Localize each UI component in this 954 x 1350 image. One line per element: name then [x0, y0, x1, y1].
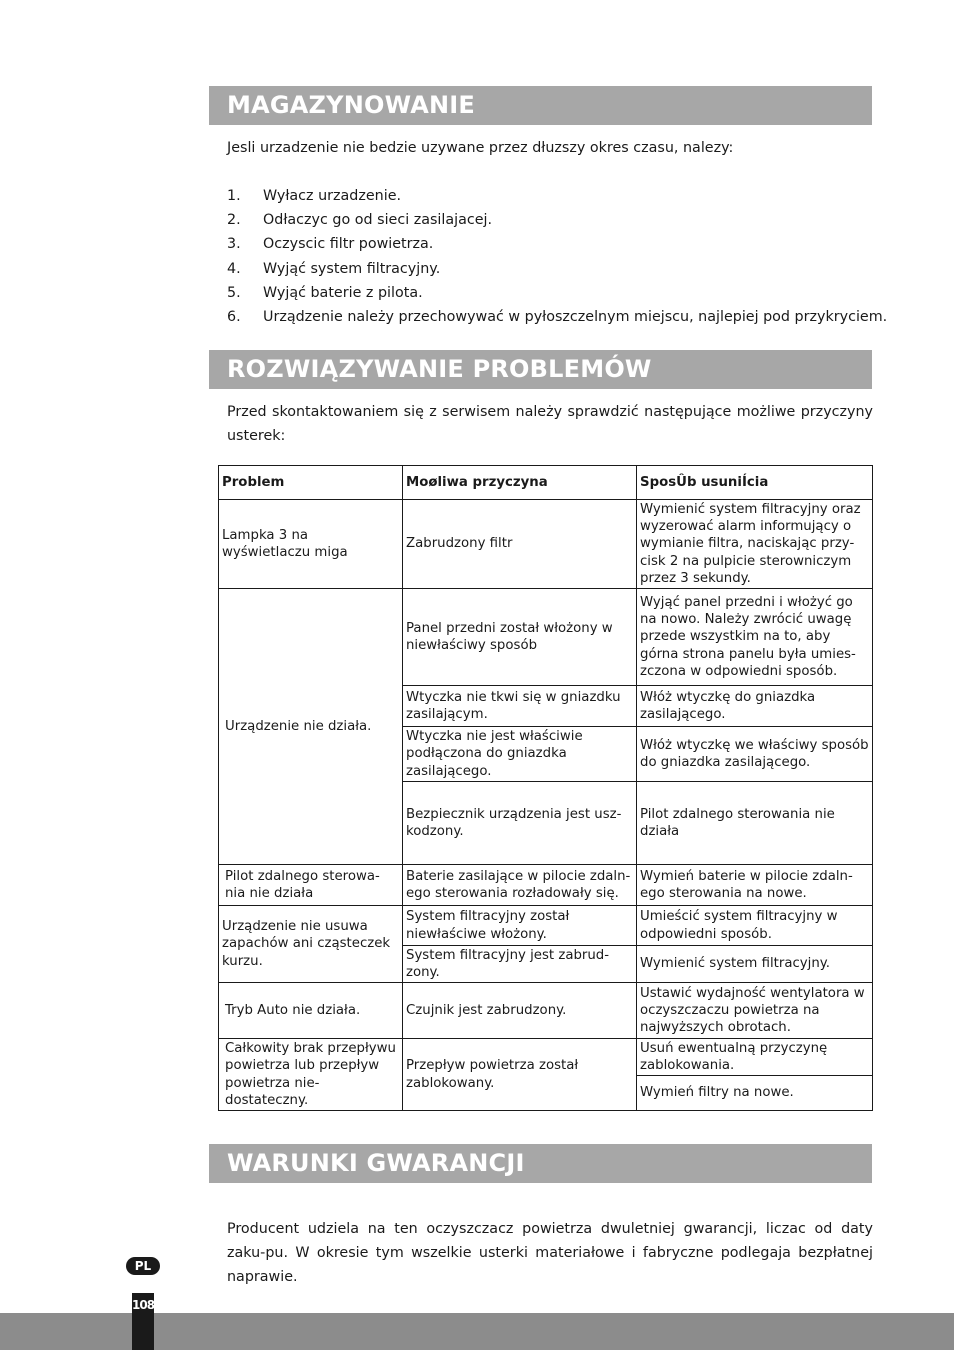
problem-cell: Urządzenie nie działa.: [219, 589, 403, 865]
table-row: [219, 589, 873, 686]
table-header-row: [219, 466, 873, 500]
solution-cell: Włóż wtyczkę do gniazdka zasilającego.: [637, 686, 873, 727]
cause-cell: Panel przedni został włożony w niewłaściwy sposób: [403, 589, 637, 686]
list-item: 5. Wyjąć baterie z pilota.: [227, 284, 423, 301]
cause-cell: Zabrudzony filtr: [403, 500, 637, 589]
solution-cell: Umieścić system filtracyjny w odpowiedni sposób.: [637, 906, 873, 946]
troubleshooting-table: [218, 465, 873, 1111]
storage-steps-list: [227, 184, 887, 329]
solution-cell: Wyjąć panel przedni i włożyć go na nowo. Należy zwrócić uwagę przede wszystkim na to, aby górna strona panelu była umies-zczona w odpowiedni sposób.: [637, 589, 873, 686]
table-row: [219, 865, 873, 906]
list-item: 1. Wyłacz urzadzenie.: [227, 188, 402, 204]
storage-intro: Jesli urzadzenie nie bedzie uzywane przez dłuzszy okres czasu, nalezy:: [227, 140, 734, 156]
cause-cell: Baterie zasilające w pilocie zdaln-ego sterowania rozładowały się.: [403, 865, 637, 906]
solution-cell: Pilot zdalnego sterowania nie działa: [637, 782, 873, 865]
cause-cell: Czujnik jest zabrudzony.: [403, 983, 637, 1039]
table-row: [219, 983, 873, 1039]
table-row: [219, 1039, 873, 1076]
solution-cell: Włóż wtyczkę we właściwy sposób do gniazdka zasilającego.: [637, 727, 873, 782]
table-row: [219, 500, 873, 589]
solution-cell: Usuń ewentualną przyczynę zablokowania.: [637, 1039, 873, 1076]
cause-cell: System filtracyjny jest zabrud-zony.: [403, 946, 637, 983]
problem-cell: Pilot zdalnego sterowa-nia nie działa: [219, 865, 403, 906]
solution-cell: Wymienić system filtracyjny oraz wyzerować alarm informujący o wymianie filtra, naciskając przy-cisk 2 na pulpicie sterowniczym przez 3 sekundy.: [637, 500, 873, 589]
problem-cell: Urządzenie nie usuwa zapachów ani cząsteczek kurzu.: [219, 906, 403, 983]
warranty-heading: WARUNKI GWARANCJI: [209, 1144, 872, 1183]
language-badge: PL: [126, 1257, 160, 1275]
column-header-problem: Problem: [219, 466, 403, 500]
solution-cell: Wymień filtry na nowe.: [637, 1076, 873, 1111]
list-item: 6. Urządzenie należy przechowywać w pyłoszczelnym miejscu, najlepiej pod przykryciem.: [227, 308, 888, 325]
cause-cell: Wtyczka nie jest właściwie podłączona do gniazdka zasilającego.: [403, 727, 637, 782]
warranty-text: Producent udziela na ten oczyszczacz powietrza dwuletniej gwarancji, liczac od daty zaku-pu. W okresie tym wszelkie usterki materiałowe i fabryczne podlegaja bezpłatnej naprawie.: [227, 1221, 873, 1286]
list-item: 3. Oczyscic filtr powietrza.: [227, 236, 434, 253]
problem-cell: Tryb Auto nie działa.: [219, 983, 403, 1039]
solution-cell: Wymienić system filtracyjny.: [637, 946, 873, 983]
cause-cell: Wtyczka nie tkwi się w gniazdku zasilającym.: [403, 686, 637, 727]
storage-heading: MAGAZYNOWANIE: [209, 86, 872, 125]
problem-cell: Lampka 3 na wyświetlaczu miga: [219, 500, 403, 589]
solution-cell: Wymień baterie w pilocie zdaln-ego sterowania na nowe.: [637, 865, 873, 906]
cause-cell: System filtracyjny został niewłaściwe włożony.: [403, 906, 637, 946]
column-header-solution: SposÛb usuniÍcia: [637, 466, 873, 500]
list-item: 2. Odłaczyc go od sieci zasilajacej.: [227, 212, 493, 229]
troubleshooting-heading: ROZWIĄZYWANIE PROBLEMÓW: [209, 350, 872, 389]
troubleshooting-intro: Przed skontaktowaniem się z serwisem należy sprawdzić następujące możliwe przyczyny usterek:: [227, 404, 873, 445]
cause-cell: Bezpiecznik urządzenia jest usz-kodzony.: [403, 782, 637, 865]
problem-cell: Całkowity brak przepływu powietrza lub przepływ powietrza nie-dostateczny.: [219, 1039, 403, 1111]
table-row: [219, 906, 873, 946]
page-number: 108: [132, 1298, 155, 1312]
column-header-cause: Moøliwa przyczyna: [403, 466, 637, 500]
list-item: 4. Wyjąć system filtracyjny.: [227, 260, 441, 277]
solution-cell: Ustawić wydajność wentylatora w oczyszczaczu powietrza na najwyższych obrotach.: [637, 983, 873, 1039]
cause-cell: Przepływ powietrza został zablokowany.: [403, 1039, 637, 1111]
